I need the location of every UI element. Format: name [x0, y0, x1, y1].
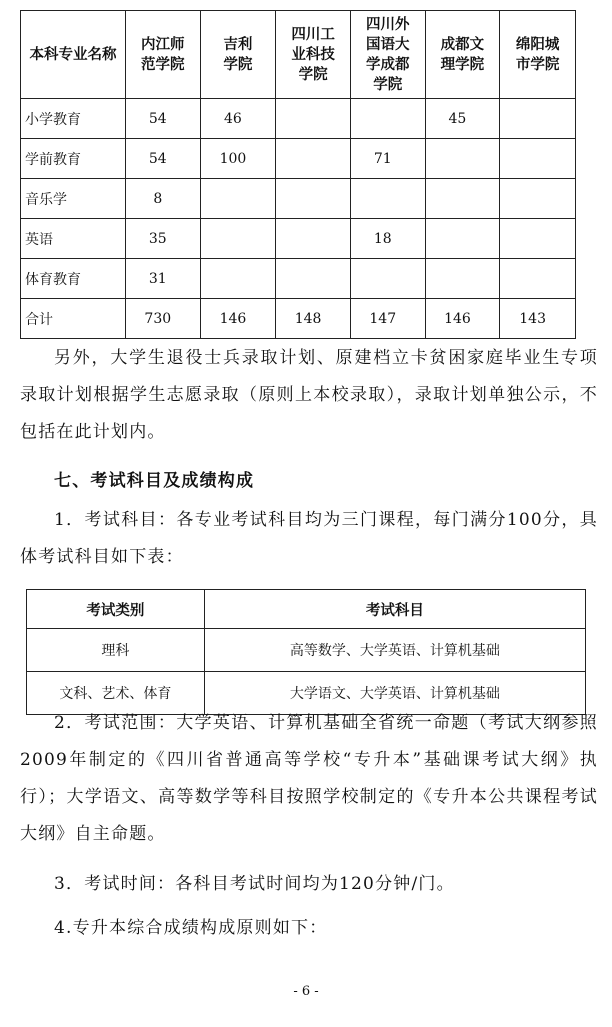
- quota-cell: [350, 259, 425, 299]
- total-cell: 147: [350, 299, 425, 339]
- header-mianyang-city: [500, 11, 576, 99]
- quota-cell: 45: [425, 99, 500, 139]
- quota-cell: [350, 179, 425, 219]
- table-row: [21, 179, 576, 219]
- quota-cell: [425, 259, 500, 299]
- header-line: 市学院: [515, 55, 560, 73]
- header-line: 学院: [298, 65, 328, 83]
- note-paragraph: 另外，大学生退役士兵录取计划、原建档立卡贫困家庭毕业生专项录取计划根据学生志愿录取（原则上本校录取），录取计划单独公示，不包括在此计划内。: [20, 348, 598, 442]
- total-cell: 730: [125, 299, 200, 339]
- header-sichuan-polytech: [276, 11, 351, 99]
- quota-cell: 31: [125, 259, 200, 299]
- quota-cell: [276, 179, 351, 219]
- total-cell: 146: [200, 299, 276, 339]
- quota-cell: [500, 219, 576, 259]
- quota-cell: [276, 99, 351, 139]
- exam-subjects-cell: 高等数学、大学英语、计算机基础: [204, 629, 585, 672]
- exam-subject-table: [26, 589, 586, 715]
- header-line: 学院: [223, 55, 253, 73]
- header-line: 理学院: [440, 55, 485, 73]
- quota-cell: 46: [200, 99, 276, 139]
- quota-cell: [276, 259, 351, 299]
- quota-table-header-row: [21, 11, 576, 99]
- table-row: [21, 219, 576, 259]
- major-name-cell: 体育教育: [21, 259, 126, 299]
- header-chengdu-arts-sciences: [425, 11, 500, 99]
- quota-cell: [500, 259, 576, 299]
- quota-cell: 54: [125, 99, 200, 139]
- item4-paragraph: 4.专升本综合成绩构成原则如下：: [54, 918, 328, 938]
- header-line: 业科技: [291, 45, 335, 63]
- enrollment-quota-table: [20, 10, 576, 339]
- quota-cell: [276, 219, 351, 259]
- quota-cell: [425, 219, 500, 259]
- item3-paragraph: 3．考试时间：各科目考试时间均为120分钟/门。: [54, 874, 455, 894]
- quota-cell: [425, 179, 500, 219]
- major-name-cell: 音乐学: [21, 179, 126, 219]
- table-total-row: [21, 299, 576, 339]
- header-neijiang-normal: [125, 11, 200, 99]
- header-sisu-chengdu: [350, 11, 425, 99]
- header-exam-subjects: 考试科目: [204, 590, 585, 629]
- header-line: 绵阳城: [515, 35, 560, 53]
- quota-cell: [276, 139, 351, 179]
- quota-cell: [200, 259, 276, 299]
- table-row: [21, 259, 576, 299]
- table-row: [21, 139, 576, 179]
- quota-cell: [200, 219, 276, 259]
- quota-cell: [500, 179, 576, 219]
- header-line: 学成都: [366, 55, 410, 73]
- header-jili: [200, 11, 276, 99]
- header-line: 成都文: [440, 35, 485, 53]
- table-row: [21, 99, 576, 139]
- total-cell: 146: [425, 299, 500, 339]
- quota-cell: 100: [200, 139, 276, 179]
- quota-cell: 71: [350, 139, 425, 179]
- total-label-cell: 合计: [21, 299, 126, 339]
- quota-cell: [425, 139, 500, 179]
- item1-paragraph: 1．考试科目：各专业考试科目均为三门课程，每门满分100分，具体考试科目如下表：: [20, 510, 598, 567]
- header-line: 国语大: [366, 35, 410, 53]
- quota-cell: [500, 139, 576, 179]
- major-name-cell: 学前教育: [21, 139, 126, 179]
- total-cell: 143: [500, 299, 576, 339]
- header-line: 范学院: [141, 55, 185, 73]
- quota-cell: 35: [125, 219, 200, 259]
- quota-cell: [350, 99, 425, 139]
- header-line: 学院: [373, 75, 403, 93]
- header-line: 四川工: [291, 25, 335, 43]
- quota-cell: [500, 99, 576, 139]
- major-name-cell: 小学教育: [21, 99, 126, 139]
- exam-category-cell: 理科: [27, 629, 205, 672]
- quota-cell: 8: [125, 179, 200, 219]
- item2-paragraph: 2．考试范围：大学英语、计算机基础全省统一命题（考试大纲参照2009年制定的《四川省普通高等学校“专升本”基础课考试大纲》执行）；大学语文、高等数学等科目按照学校制定的《专升本公共课程考试大纲》自主命题。: [20, 713, 598, 844]
- major-name-cell: 英语: [21, 219, 126, 259]
- total-cell: 148: [276, 299, 351, 339]
- header-line: 本科专业名称: [29, 45, 117, 63]
- table-row: [27, 629, 586, 672]
- quota-cell: 54: [125, 139, 200, 179]
- header-line: 内江师: [141, 35, 185, 53]
- header-line: 吉利: [223, 35, 253, 53]
- page-number: - 6 -: [293, 984, 319, 999]
- subject-table-header-row: [27, 590, 586, 629]
- quota-cell: [200, 179, 276, 219]
- exam-category-cell: 文科、艺术、体育: [27, 672, 205, 715]
- header-line: 四川外: [366, 15, 410, 33]
- section-heading: 七、考试科目及成绩构成: [54, 471, 255, 491]
- quota-cell: 18: [350, 219, 425, 259]
- header-major-name: [21, 11, 126, 99]
- exam-subjects-cell: 大学语文、大学英语、计算机基础: [204, 672, 585, 715]
- header-exam-category: 考试类别: [27, 590, 205, 629]
